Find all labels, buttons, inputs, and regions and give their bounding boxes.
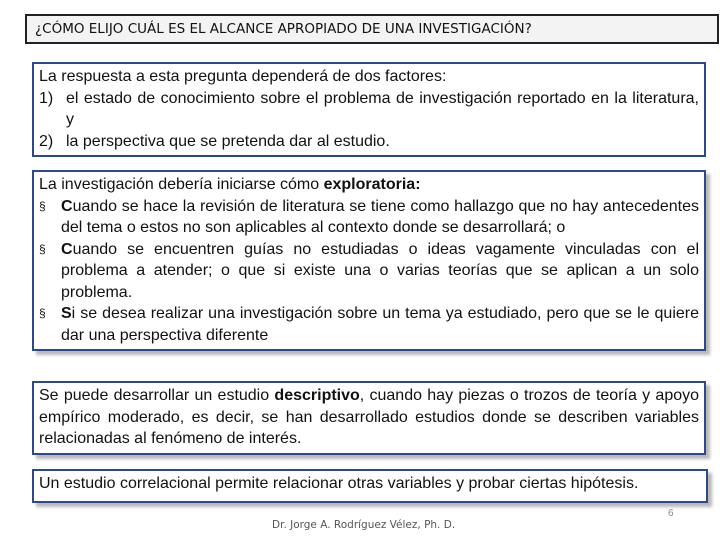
bullet-icon: §: [39, 241, 46, 256]
descriptive-pre: Se puede desarrollar un estudio: [39, 387, 275, 404]
descriptive-post: , cuando hay piezas o trozos de teoría y apoyo empírico moderado, es decir, se han desarrollado estudios donde se describen variables relacionadas al fenómeno de interés.: [39, 387, 700, 447]
footer-author: Dr. Jorge A. Rodríguez Vélez, Ph. D.: [272, 519, 456, 531]
page-number: 6: [668, 508, 674, 519]
item-text: la perspectiva que se pretenda dar al estudio.: [66, 132, 390, 150]
correlational-text: Un estudio correlacional permite relacionar otras variables y probar ciertas hipótesis.: [39, 475, 639, 492]
list-item: [39, 131, 699, 153]
bullet-initial: C: [61, 240, 73, 258]
descriptive-box: [32, 381, 706, 455]
list-item: [39, 303, 699, 346]
exploratory-keyword: exploratoria:: [323, 176, 421, 193]
bullet-rest: i se desea realizar una investigación sobre un tema ya estudiado, pero que se le quiere dar una perspectiva diferente: [61, 305, 699, 344]
item-number: 2): [39, 132, 54, 150]
bullet-initial: S: [61, 305, 72, 322]
item-text: el estado de conocimiento sobre el problema de investigación reportado en la literatura, y: [66, 89, 699, 128]
bullet-text: [61, 303, 699, 346]
item-number: 1): [39, 89, 54, 107]
bullet-rest: uando se hace la revisión de literatura se tiene como hallazgo que no hay antecedentes del tema o estos no son aplicables al contexto donde se desarrollará; o: [61, 197, 699, 236]
exploratory-box: [32, 170, 706, 351]
correlational-box: [32, 469, 708, 503]
bullet-list: [39, 196, 699, 347]
bullet-icon: §: [39, 306, 46, 320]
exploratory-intro: [39, 174, 699, 196]
bullet-text: [61, 239, 699, 304]
list-item: [39, 196, 699, 239]
exploratory-intro-text: La investigación debería iniciarse cómo: [39, 176, 324, 193]
bullet-initial: C: [61, 197, 73, 215]
factors-box: [32, 62, 706, 157]
bullet-rest: uando se encuentren guías no estudiadas o ideas vagamente vinculadas con el problema a atender; o que si existe una o varias teorías que se aplican a un solo problema.: [61, 240, 699, 301]
list-item: [39, 239, 699, 304]
bullet-icon: §: [39, 198, 46, 213]
descriptive-keyword: descriptivo: [274, 387, 360, 404]
slide-title: ¿CÓMO ELIJO CUÁL ES EL ALCANCE APROPIADO DE UNA INVESTIGACIÓN?: [25, 14, 719, 44]
bullet-text: [61, 196, 699, 239]
list-item: [39, 88, 699, 131]
factors-intro: La respuesta a esta pregunta dependerá de dos factores:: [39, 68, 447, 85]
